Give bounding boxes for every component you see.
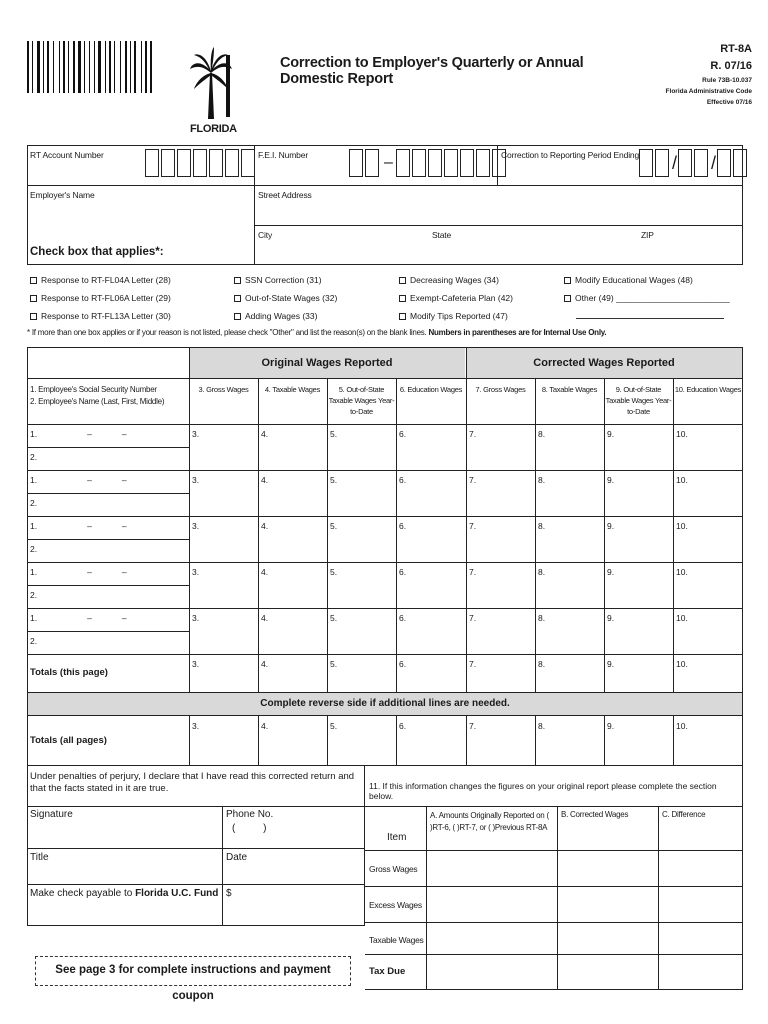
checkbox-icon[interactable] (234, 313, 241, 320)
city-label: City (258, 230, 273, 240)
totals-all-label: Totals (all pages) (30, 735, 107, 746)
checkbox-icon[interactable] (399, 277, 406, 284)
checkbox-icon[interactable] (564, 277, 571, 284)
wages-column-header: 7. Gross Wages (475, 385, 526, 394)
wage-cell[interactable]: 7. (469, 567, 477, 577)
table-grid-line (258, 715, 259, 766)
wage-cell[interactable]: 9. (607, 659, 615, 669)
barcode-bar (141, 41, 142, 93)
table-grid-line (27, 378, 743, 379)
row-taxable-wages: Taxable Wages (369, 935, 424, 945)
column-a-header: A. Amounts Originally Reported on ( )RT-6, ( )RT-7, or ( )Previous RT-8A (430, 811, 549, 832)
payable-text: Make check payable to Florida U.C. Fund (30, 888, 219, 899)
wage-cell[interactable]: 5. (330, 659, 338, 669)
column-b-header: B. Corrected Wages (561, 810, 629, 819)
fei-input[interactable] (349, 149, 508, 177)
totals-page-label: Totals (this page) (30, 667, 108, 678)
barcode-bar (32, 41, 33, 93)
barcode-bar (47, 41, 49, 93)
table-grid-line (27, 539, 189, 540)
barcode-bar (94, 41, 95, 93)
date-label: Date (226, 852, 248, 863)
checkbox-item[interactable]: Response to RT-FL13A Letter (30) (30, 307, 171, 325)
wage-cell[interactable]: 8. (538, 613, 546, 623)
table-grid-line (466, 348, 467, 692)
wage-cell[interactable]: 3. (192, 429, 200, 439)
date-slash-2: / (711, 152, 717, 173)
rule-text: Rule 73B-10.037 (702, 77, 752, 84)
wage-cell[interactable]: 6. (399, 613, 407, 623)
table-grid-line (27, 562, 743, 563)
barcode-bar (134, 41, 136, 93)
employee-name-input[interactable]: 2. (30, 452, 38, 462)
wage-cell[interactable]: 9. (607, 429, 615, 439)
phone-label: Phone No. (226, 809, 274, 820)
form-id: RT-8A (720, 43, 752, 55)
wage-cell[interactable]: 6. (399, 475, 407, 485)
wage-cell[interactable]: 7. (469, 521, 477, 531)
form-title: Correction to Employer's Quarterly or Annual Domestic Report (280, 55, 584, 87)
wage-cell[interactable]: 3. (192, 567, 200, 577)
checkbox-col-3 (399, 271, 513, 325)
wage-cell[interactable]: 9. (607, 521, 615, 531)
wage-cell[interactable]: 5. (330, 521, 338, 531)
barcode-bar (84, 41, 85, 93)
table-grid-line (27, 447, 189, 448)
table-grid-line (27, 585, 189, 586)
checkbox-item[interactable]: Modify Tips Reported (47) (399, 307, 513, 325)
barcode-bar (114, 41, 115, 93)
table-grid-line (27, 493, 189, 494)
checkbox-item[interactable]: Response to RT-FL04A Letter (28) (30, 271, 171, 289)
wage-cell[interactable]: 7. (469, 721, 477, 731)
row-tax-due: Tax Due (369, 966, 406, 977)
ssn-input[interactable]: 1. – – (30, 613, 127, 623)
checkbox-item[interactable]: SSN Correction (31) (234, 271, 337, 289)
wages-column-header: 4. Taxable Wages (264, 385, 321, 394)
fei-label: F.E.I. Number (258, 150, 309, 160)
wage-cell[interactable]: 4. (261, 475, 269, 485)
wage-cell[interactable]: 7. (469, 429, 477, 439)
street-label: Street Address (258, 190, 312, 200)
table-grid-line (189, 348, 190, 692)
table-grid-line (27, 654, 743, 655)
wage-cell[interactable]: 10. (676, 521, 688, 531)
florida-logo (188, 45, 237, 137)
checkbox-icon[interactable] (399, 313, 406, 320)
other-reason-line[interactable] (576, 307, 724, 319)
corrected-wages-heading: Corrected Wages Reported (466, 348, 742, 378)
barcode-bar (73, 41, 75, 93)
column-c-header: C. Difference (662, 810, 706, 819)
wage-cell[interactable]: 6. (399, 721, 407, 731)
wage-cell[interactable]: 7. (469, 475, 477, 485)
wage-cell[interactable]: 10. (676, 659, 688, 669)
barcode-bar (43, 41, 44, 93)
amount-input[interactable] (234, 886, 360, 922)
employee-name-input[interactable]: 2. (30, 590, 38, 600)
wage-cell[interactable]: 4. (261, 613, 269, 623)
barcode-graphic (27, 41, 165, 93)
wage-cell[interactable]: 8. (538, 475, 546, 485)
wages-column-header: 5. Out-of-State Taxable Wages Year-to-Date (328, 385, 395, 416)
table-grid-line (673, 378, 674, 692)
table-grid-line (27, 608, 743, 609)
signature-label: Signature (30, 809, 73, 820)
barcode-bar (120, 41, 121, 93)
state-name: FLORIDA (190, 123, 237, 135)
table-grid-line (327, 378, 328, 692)
barcode-bar (98, 41, 101, 93)
wage-cell[interactable]: 3. (192, 659, 200, 669)
barcode-bar (150, 41, 152, 93)
checkbox-note: * If more than one box applies or if your reason is not listed, please check "Other" and list the reason(s) on the blank lines. Numbers in parentheses are for Internal Use Only. (27, 328, 607, 337)
checkbox-icon[interactable] (399, 295, 406, 302)
barcode-bar (63, 41, 65, 93)
table-grid-line (673, 715, 674, 766)
checkbox-icon[interactable] (234, 277, 241, 284)
wage-cell[interactable]: 4. (261, 429, 269, 439)
wage-cell[interactable]: 8. (538, 521, 546, 531)
checkbox-col-4 (564, 271, 730, 319)
barcode-bar (89, 41, 90, 93)
zip-label: ZIP (641, 230, 654, 240)
wage-cell[interactable]: 3. (192, 475, 200, 485)
barcode-bar (68, 41, 69, 93)
row-excess-wages: Excess Wages (369, 900, 422, 910)
wage-cell[interactable]: 10. (676, 613, 688, 623)
wage-cell[interactable]: 7. (469, 613, 477, 623)
employee-name-input[interactable]: 2. (30, 544, 38, 554)
wage-cell[interactable]: 9. (607, 567, 615, 577)
barcode (27, 41, 165, 93)
fei-dash: – (384, 154, 393, 171)
palm-tree-icon (188, 45, 234, 125)
state-label: State (432, 230, 452, 240)
employer-name-input[interactable] (30, 202, 250, 222)
ssn-input[interactable]: 1. – – (30, 475, 127, 485)
wage-cell[interactable]: 9. (607, 475, 615, 485)
barcode-bar (53, 41, 54, 93)
wage-cell[interactable]: 4. (261, 659, 269, 669)
wage-cell[interactable]: 6. (399, 521, 407, 531)
wage-cell[interactable]: 5. (330, 429, 338, 439)
wage-cell[interactable]: 5. (330, 721, 338, 731)
table-grid-line (396, 715, 397, 766)
employee-name-input[interactable]: 2. (30, 636, 38, 646)
checkbox-item[interactable]: Adding Wages (33) (234, 307, 337, 325)
checkbox-icon[interactable] (234, 295, 241, 302)
barcode-bar (105, 41, 106, 93)
section-11-text: 11. If this information changes the figures on your original report please complete the section below. (369, 781, 717, 801)
reverse-side-note: Complete reverse side if additional lines are needed. (28, 693, 742, 715)
wage-cell[interactable]: 5. (330, 475, 338, 485)
employee-col-header: 1. Employee's Social Security Number 2. Employee's Name (Last, First, Middle) (30, 385, 165, 406)
checkbox-item[interactable]: Out-of-State Wages (32) (234, 289, 337, 307)
table-grid-line (27, 516, 743, 517)
wage-cell[interactable]: 4. (261, 721, 269, 731)
phone-input[interactable]: ( ) (232, 823, 267, 834)
wage-cell[interactable]: 4. (261, 567, 269, 577)
checkbox-item[interactable]: Other (49) ________________________ (564, 289, 730, 307)
barcode-bar (27, 41, 29, 93)
barcode-bar (130, 41, 131, 93)
original-wages-heading: Original Wages Reported (189, 348, 465, 378)
barcode-bar (59, 41, 60, 93)
wage-cell[interactable]: 8. (538, 429, 546, 439)
rt-account-label: RT Account Number (30, 150, 104, 160)
see-page-3-box (35, 956, 351, 1002)
wage-cell[interactable]: 10. (676, 567, 688, 577)
table-grid-line (189, 715, 190, 766)
table-grid-line (27, 715, 743, 716)
street-input[interactable] (258, 202, 738, 222)
table-grid-line (258, 378, 259, 692)
wage-cell[interactable]: 6. (399, 429, 407, 439)
wages-column-header: 6. Education Wages (399, 385, 463, 394)
wage-cell[interactable]: 3. (192, 521, 200, 531)
table-grid-line (535, 378, 536, 692)
wage-cell[interactable]: 6. (399, 567, 407, 577)
wages-column-header: 9. Out-of-State Taxable Wages Year-to-Date (605, 385, 672, 416)
rt-account-input[interactable] (145, 149, 257, 179)
effective-text: Effective 07/16 (706, 99, 752, 106)
item-header: Item (387, 832, 407, 843)
ssn-input[interactable]: 1. – – (30, 429, 127, 439)
table-grid-line (535, 715, 536, 766)
table-grid-line (27, 424, 743, 425)
signature-input[interactable] (30, 822, 220, 844)
checkbox-item[interactable]: Exempt-Cafeteria Plan (42) (399, 289, 513, 307)
employer-name-label: Employer's Name (30, 190, 95, 200)
wage-cell[interactable]: 10. (676, 475, 688, 485)
checkbox-icon[interactable] (30, 277, 37, 284)
ssn-input[interactable]: 1. – – (30, 567, 127, 577)
checkbox-item[interactable]: Response to RT-FL06A Letter (29) (30, 289, 171, 307)
code-text: Florida Administrative Code (665, 88, 752, 95)
wage-cell[interactable]: 9. (607, 721, 615, 731)
table-grid-line (466, 715, 467, 766)
perjury-statement: Under penalties of perjury, I declare that I have read this corrected return and that the facts stated in it are true. (30, 771, 355, 794)
wages-column-header: 10. Education Wages (674, 385, 742, 394)
wage-cell[interactable]: 8. (538, 659, 546, 669)
wage-cell[interactable]: 5. (330, 567, 338, 577)
row-gross-wages: Gross Wages (369, 864, 418, 874)
table-grid-line (604, 715, 605, 766)
wages-column-header: 8. Taxable Wages (541, 385, 598, 394)
table-grid-line (604, 378, 605, 692)
title-label: Title (30, 852, 49, 863)
barcode-bar (78, 41, 81, 93)
ssn-input[interactable]: 1. – – (30, 521, 127, 531)
wage-cell[interactable]: 10. (676, 721, 688, 731)
checkbox-col-2 (234, 271, 337, 325)
table-grid-line (396, 378, 397, 692)
checkbox-icon[interactable] (30, 313, 37, 320)
wage-cell[interactable]: 8. (538, 721, 546, 731)
barcode-bar (37, 41, 40, 93)
wage-cell[interactable]: 8. (538, 567, 546, 577)
wage-cell[interactable]: 6. (399, 659, 407, 669)
wage-cell[interactable]: 5. (330, 613, 338, 623)
employee-name-input[interactable]: 2. (30, 498, 38, 508)
period-ending-input[interactable] (639, 149, 749, 177)
table-grid-line (27, 631, 189, 632)
wage-cell[interactable]: 3. (192, 721, 200, 731)
wage-cell[interactable]: 4. (261, 521, 269, 531)
table-grid-line (327, 715, 328, 766)
table-grid-line (27, 470, 743, 471)
checkbox-item[interactable]: Modify Educational Wages (48) (564, 271, 730, 289)
barcode-bar (109, 41, 111, 93)
wages-column-header: 3. Gross Wages (198, 385, 249, 394)
checkbox-icon[interactable] (30, 295, 37, 302)
wage-cell[interactable]: 3. (192, 613, 200, 623)
form-revision: R. 07/16 (710, 60, 752, 72)
checkbox-heading: Check box that applies*: (30, 246, 164, 258)
barcode-bar (145, 41, 147, 93)
dollar-sign: $ (226, 888, 232, 899)
see-page-3-text: See page 3 for complete instructions and payment coupon (55, 964, 331, 1002)
period-ending-label: Correction to Reporting Period Ending (501, 150, 640, 160)
checkbox-item[interactable]: Decreasing Wages (34) (399, 271, 513, 289)
checkbox-icon[interactable] (564, 295, 571, 302)
barcode-bar (125, 41, 127, 93)
wage-cell[interactable]: 9. (607, 613, 615, 623)
checkbox-col-1 (30, 271, 171, 325)
wage-cell[interactable]: 7. (469, 659, 477, 669)
date-slash-1: / (672, 152, 678, 173)
wage-cell[interactable]: 10. (676, 429, 688, 439)
